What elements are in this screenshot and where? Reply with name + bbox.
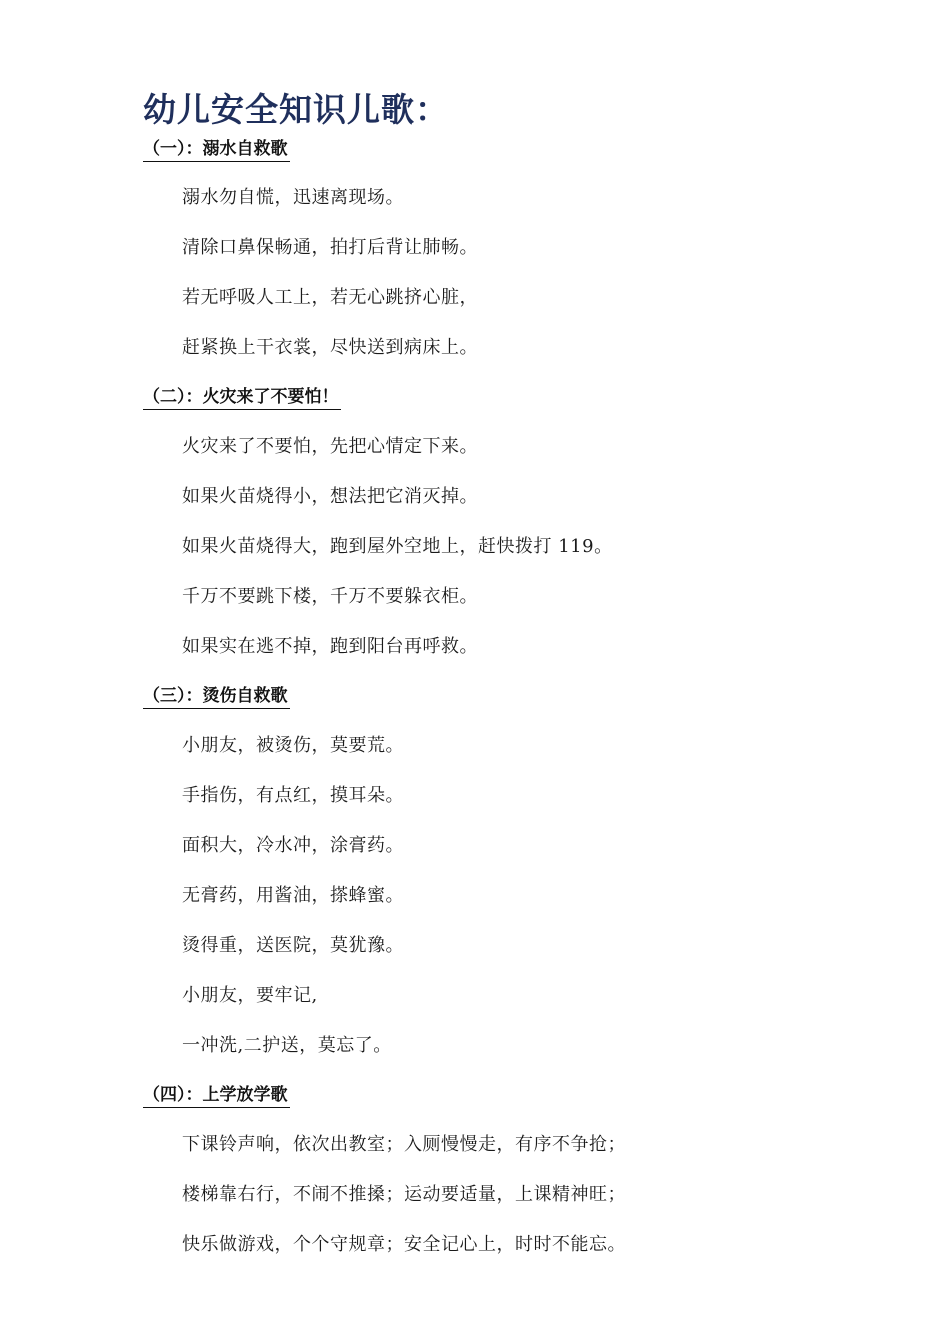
section-heading-2: （二）：火灾来了不要怕！ — [143, 385, 341, 410]
verse-line: 如果实在逃不掉，跑到阳台再呼救。 — [182, 636, 478, 657]
verse-line: 如果火苗烧得小，想法把它消灭掉。 — [182, 486, 478, 507]
verse-line: 赶紧换上干衣裳，尽快送到病床上。 — [182, 337, 478, 358]
verse-line: 溺水勿自慌，迅速离现场。 — [182, 187, 404, 208]
verse-line: 一冲洗,二护送，莫忘了。 — [182, 1035, 392, 1056]
verse-line: 快乐做游戏，个个守规章；安全记心上，时时不能忘。 — [182, 1234, 626, 1255]
verse-line: 千万不要跳下楼，千万不要躲衣柜。 — [182, 586, 478, 607]
verse-line: 下课铃声响，依次出教室；入厕慢慢走，有序不争抢； — [182, 1134, 626, 1155]
section-heading-4: （四）：上学放学歌 — [143, 1083, 290, 1108]
verse-line: 手指伤，有点红，摸耳朵。 — [182, 785, 404, 806]
verse-line: 烫得重，送医院，莫犹豫。 — [182, 935, 404, 956]
verse-line: 面积大，冷水冲，涂膏药。 — [182, 835, 404, 856]
verse-line: 楼梯靠右行，不闹不推搡；运动要适量，上课精神旺； — [182, 1184, 626, 1205]
verse-line: 如果火苗烧得大，跑到屋外空地上，赶快拨打 119。 — [182, 536, 613, 557]
verse-line: 无膏药，用酱油，搽蜂蜜。 — [182, 885, 404, 906]
verse-line: 火灾来了不要怕，先把心情定下来。 — [182, 436, 478, 457]
section-heading-3: （三）：烫伤自救歌 — [143, 684, 290, 709]
document-title: 幼儿安全知识儿歌： — [143, 90, 449, 129]
section-heading-1: （一）：溺水自救歌 — [143, 137, 290, 162]
verse-line: 若无呼吸人工上，若无心跳挤心脏， — [182, 287, 478, 308]
verse-line: 小朋友，被烫伤，莫要荒。 — [182, 735, 404, 756]
verse-line: 小朋友，要牢记, — [182, 985, 318, 1006]
verse-line: 清除口鼻保畅通，拍打后背让肺畅。 — [182, 237, 478, 258]
